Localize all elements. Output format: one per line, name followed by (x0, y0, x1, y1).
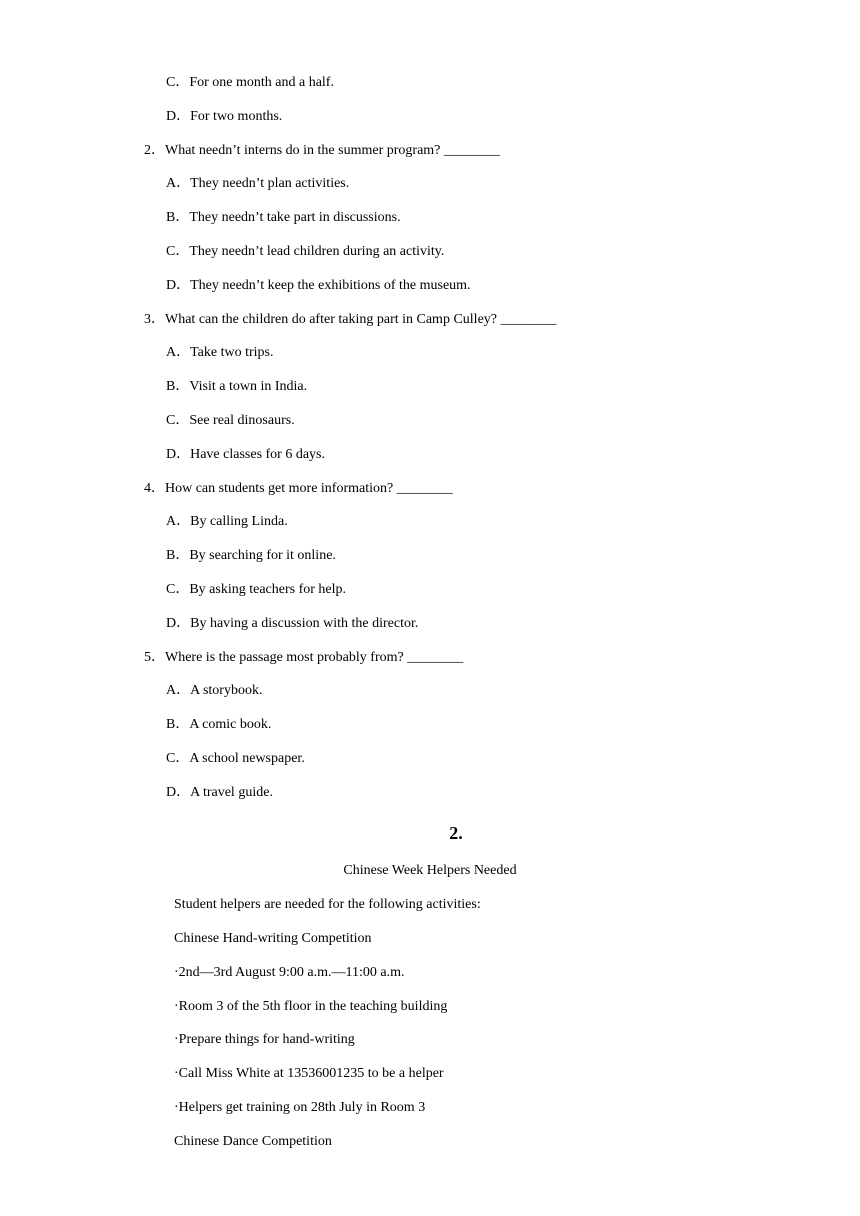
q2-option-d: D．They needn’t keep the exhibitions of the museum. (166, 278, 471, 293)
q3-option-c: C．See real dinosaurs. (166, 413, 295, 428)
detail-location: ·Room 3 of the 5th floor in the teaching building (174, 999, 448, 1014)
q3-option-b: B．Visit a town in India. (166, 379, 308, 394)
q5-option-b: B．A comic book. (166, 717, 272, 732)
q5-option-c: C．A school newspaper. (166, 751, 305, 766)
question-5: 5．Where is the passage most probably from? ________ (144, 650, 464, 665)
activity-heading-dance: Chinese Dance Competition (174, 1134, 332, 1149)
q5-option-a: A．A storybook. (166, 683, 263, 698)
detail-date-time: ·2nd—3rd August 9:00 a.m.—11:00 a.m. (174, 965, 405, 980)
q2-option-c: C．They needn’t lead children during an activity. (166, 244, 445, 259)
q4-option-c: C．By asking teachers for help. (166, 582, 347, 597)
q2-option-a: A．They needn’t plan activities. (166, 176, 350, 191)
detail-contact: ·Call Miss White at 13536001235 to be a helper (174, 1066, 444, 1081)
q4-option-a: A．By calling Linda. (166, 514, 288, 529)
q1-option-c: C．For one month and a half. (166, 75, 334, 90)
q4-option-d: D．By having a discussion with the director. (166, 616, 419, 631)
question-2: 2．What needn’t interns do in the summer program? ________ (144, 143, 500, 158)
section-number: 2. (449, 823, 463, 843)
activity-heading-handwriting: Chinese Hand-writing Competition (174, 931, 372, 946)
passage-intro: Student helpers are needed for the following activities: (174, 897, 481, 912)
detail-training: ·Helpers get training on 28th July in Room 3 (174, 1100, 426, 1115)
q4-option-b: B．By searching for it online. (166, 548, 336, 563)
question-4: 4．How can students get more information? ________ (144, 481, 453, 496)
q3-option-d: D．Have classes for 6 days. (166, 447, 326, 462)
passage-title: Chinese Week Helpers Needed (343, 863, 517, 878)
q3-option-a: A．Take two trips. (166, 345, 274, 360)
q5-option-d: D．A travel guide. (166, 785, 273, 800)
q1-option-d: D．For two months. (166, 109, 283, 124)
question-3: 3．What can the children do after taking part in Camp Culley? ________ (144, 312, 557, 327)
q2-option-b: B．They needn’t take part in discussions. (166, 210, 401, 225)
detail-task: ·Prepare things for hand-writing (174, 1032, 355, 1047)
